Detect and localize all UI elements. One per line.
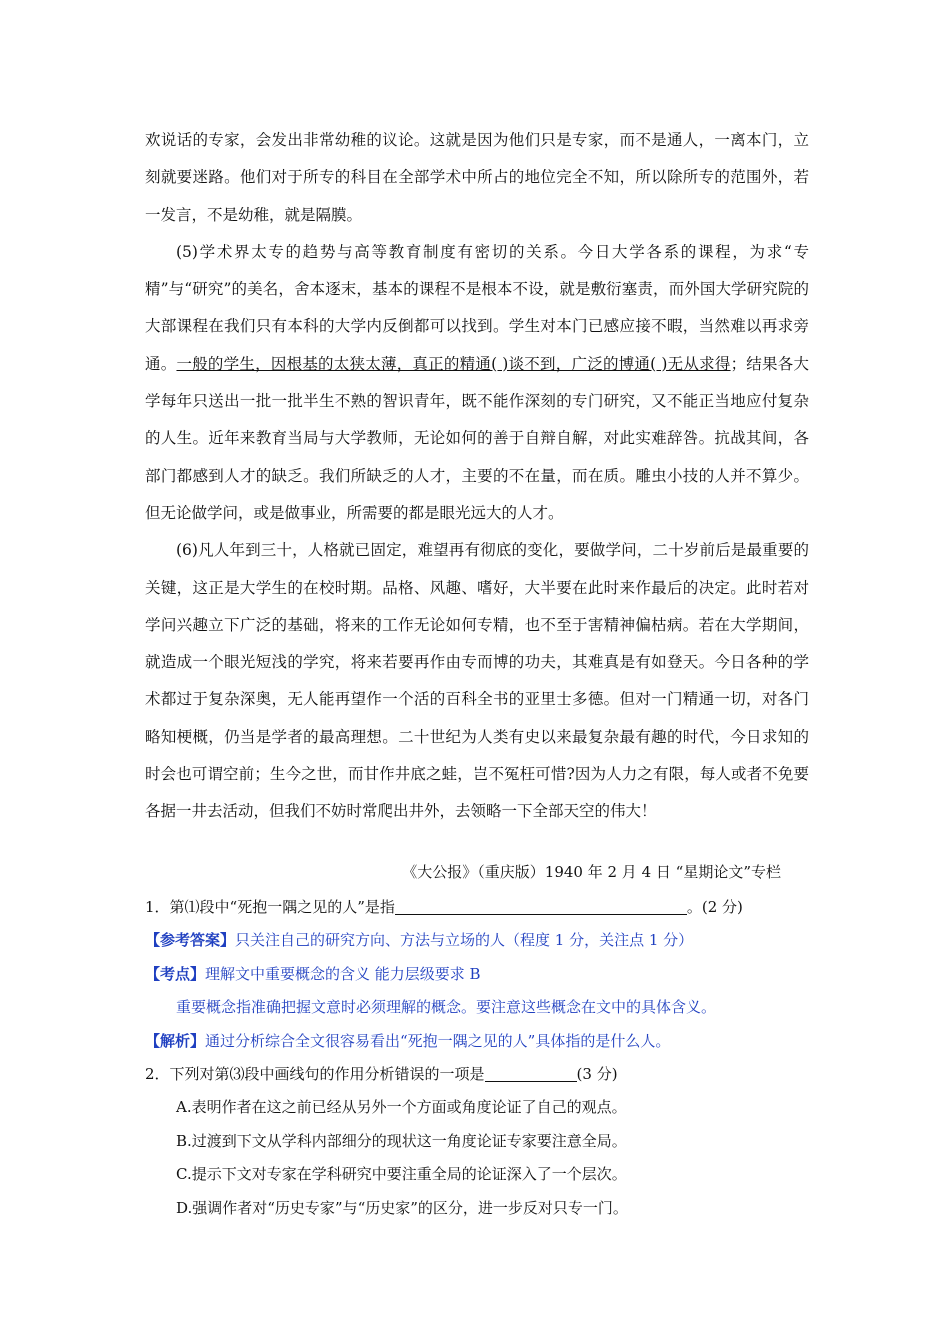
questions-section	[145, 891, 809, 1225]
question-1-analysis	[145, 1025, 809, 1058]
analysis-tag: 【解析】	[145, 1031, 206, 1050]
paragraph-6: (6)凡人年到三十，人格就已固定，难望再有彻底的变化，要做学问，二十岁前后是最重要的关键，这正是大学生的在校时期。品格、风趣、嗜好，大半要在此时来作最后的决定。此时若对学问兴趣立下广泛的基础，将来的工作无论如何专精，也不至于害精神偏枯病。若在大学期间，就造成一个眼光短浅的学究，将来若要再作由专而博的功夫，其难真是有如登天。今日各种的学术都过于复杂深奥，无人能再望作一个活的百科全书的亚里士多德。但对一门精通一切，对各门略知梗概，仍当是学者的最高理想。二十世纪为人类有史以来最复杂最有趣的时代，今日求知的时会也可谓空前；生今之世，而甘作井底之蛙，岂不冤枉可惜?因为人力之有限，每人或者不免要各据一井去活动，但我们不妨时常爬出井外，去领略一下全部天空的伟大！	[145, 541, 809, 821]
point-text: 理解文中重要概念的含义 能力层级要求 B	[205, 964, 481, 983]
question-1-stem: 1．第⑴段中“死抱一隅之见的人”是指	[145, 898, 395, 916]
article-body	[145, 122, 809, 831]
question-1	[145, 891, 809, 924]
underlined-sentence: 一般的学生，因根基的太狭太薄，真正的精通( )谈不到，广泛的博通( )无从求得	[176, 354, 731, 373]
option-b: B.过渡到下文从学科内部细分的现状这一角度论证专家要注意全局。	[176, 1131, 627, 1150]
paragraph-5-rest: ；结果各大学每年只送出一批一批半生不熟的智识青年，既不能作深刻的专门研究，又不能正当地应付复杂的人生。近年来教育当局与大学教师，无论如何的善于自辩自解，对此实难辞咎。抗战其间，各部门都感到人才的缺乏。我们所缺乏的人才，主要的不在量，而在质。雕虫小技的人并不算少。但无论做学问，或是做事业，所需要的都是眼光远大的人才。	[145, 354, 809, 522]
question-1-answer	[145, 924, 809, 957]
analysis-text: 通过分析综合全文很容易看出“死抱一隅之见的人”具体指的是什么人。	[205, 1031, 671, 1050]
option-d: D.强调作者对“历史专家”与“历史家”的区分，进一步反对只专一门。	[176, 1198, 628, 1217]
question-2	[145, 1058, 809, 1091]
paragraph-5-text: (5)学术界太专的趋势与高等教育制度有密切的关系。今日大学各系的课程，为求“专精”与“研究”的美名，舍本逐末，基本的课程不是根本不设，就是敷衍塞责，而外国大学研究院的大部课程在我们只有本科的大学内反倒都可以找到。学生对本门已感应接不暇，当然难以再求旁通。	[145, 242, 809, 373]
question-2-score: (3 分)	[576, 1065, 618, 1084]
option-a: A.表明作者在这之前已经从另外一个方面或角度论证了自己的观点。	[176, 1098, 627, 1117]
paragraph-4-end: 欢说话的专家，会发出非常幼稚的议论。这就是因为他们只是专家，而不是通人，一离本门，立刻就要迷路。他们对于所专的科目在全部学术中所占的地位完全不知，所以除所专的范围外，若一发言，不是幼稚，就是隔膜。	[145, 131, 809, 224]
answer-blank[interactable]	[395, 896, 687, 915]
answer-tag: 【参考答案】	[145, 931, 236, 950]
paragraph-5	[145, 234, 809, 532]
answer-text: 只关注自己的研究方向、方法与立场的人（程度 1 分，关注点 1 分）	[235, 931, 694, 950]
point-tag: 【考点】	[145, 964, 206, 983]
question-2-stem: 2．下列对第⑶段中画线句的作用分析错误的一项是	[145, 1065, 485, 1084]
question-1-score: 。(2 分)	[686, 898, 743, 916]
point-explanation: 重要概念指准确把握文意时必须理解的概念。要注意这些概念在文中的具体含义。	[176, 998, 717, 1017]
question-1-point	[145, 958, 809, 991]
option-c: C.提示下文对专家在学科研究中要注重全局的论证深入了一个层次。	[176, 1165, 627, 1184]
article-source: 《大公报》（重庆版）1940 年 2 月 4 日 “星期论文”专栏	[402, 863, 781, 881]
answer-blank[interactable]	[485, 1063, 577, 1082]
